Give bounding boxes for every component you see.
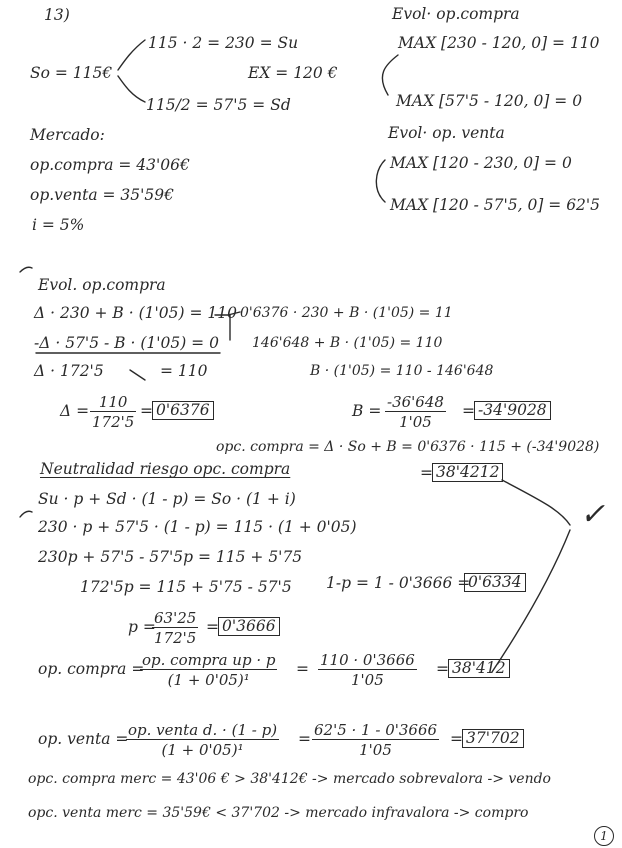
delta-numerator: 110 — [90, 393, 136, 412]
call-price-replication: opc. compra = Δ · So + B = 0'6376 · 115 + (-34'9028) — [216, 439, 600, 455]
call-valuation-equals-2: = — [436, 660, 449, 678]
conclusion-put: opc. venta merc = 35'59€ < 37'702 -> mercado infravalora -> compro — [28, 805, 529, 821]
replication-eq3-rhs: = 110 — [160, 362, 208, 380]
put-valuation-numerator-2: 62'5 · 1 - 0'3666 — [314, 721, 438, 739]
page-number: 1 — [594, 826, 614, 846]
put-valuation-result: 37'702 — [462, 729, 524, 748]
delta-equals: = — [140, 402, 153, 420]
call-price-equals: = — [420, 464, 433, 482]
b-result: -34'9028 — [474, 401, 551, 420]
put-valuation-equals: = — [298, 730, 311, 748]
exercise-price: EX = 120 € — [248, 64, 338, 82]
call-valuation-fraction — [140, 651, 277, 689]
put-payoff-up: MAX [120 - 230, 0] = 0 — [390, 154, 572, 172]
p-equals: = — [206, 618, 219, 636]
conclusion-call: opc. compra merc = 43'06 € > 38'412€ -> mercado sobrevalora -> vendo — [28, 771, 551, 787]
call-valuation-numerator-2: 110 · 0'3666 — [320, 651, 415, 669]
call-price-result: 38'4212 — [432, 463, 503, 482]
replication-eq3: Δ · 172'5 — [34, 362, 104, 380]
initial-stock-price: So = 115€ — [30, 64, 113, 82]
put-valuation-lhs: op. venta = — [38, 730, 129, 748]
risk-neutral-title: Neutralidad riesgo opc. compra — [40, 460, 291, 478]
call-payoff-down: MAX [57'5 - 120, 0] = 0 — [396, 92, 583, 110]
call-valuation-lhs: op. compra = — [38, 660, 145, 678]
market-title: Mercado: — [30, 126, 105, 144]
put-valuation-fraction-2 — [312, 721, 439, 759]
b-fraction — [385, 393, 446, 431]
call-valuation-equals: = — [296, 660, 309, 678]
call-valuation-fraction-2 — [318, 651, 417, 689]
call-valuation-result: 38'412 — [448, 659, 510, 678]
put-valuation-denominator-2: 1'05 — [359, 741, 392, 759]
market-call-price: op.compra = 43'06€ — [30, 156, 190, 174]
down-branch: 115/2 = 57'5 = Sd — [146, 96, 291, 114]
up-branch: 115 · 2 = 230 = Su — [148, 34, 299, 52]
p-numerator: 63'25 — [154, 609, 197, 627]
b-equals: = — [462, 402, 475, 420]
one-minus-p-result: 0'6334 — [464, 573, 526, 592]
risk-neutral-l2: 230 · p + 57'5 · (1 - p) = 115 · (1 + 0'05) — [38, 518, 357, 536]
delta-denominator: 172'5 — [92, 413, 135, 431]
put-valuation-numerator: op. venta d. · (1 - p) — [128, 721, 278, 739]
risk-neutral-l4: 172'5p = 115 + 5'75 - 57'5 — [80, 578, 292, 596]
check-mark-icon: ✓ — [580, 497, 606, 532]
market-put-price: op.venta = 35'59€ — [30, 186, 174, 204]
replication-eq2: -Δ · 57'5 - B · (1'05) = 0 — [34, 334, 219, 352]
delta-fraction — [90, 393, 136, 431]
interest-rate: i = 5% — [32, 216, 85, 234]
risk-neutral-l1: Su · p + Sd · (1 - p) = So · (1 + i) — [38, 490, 296, 508]
risk-neutral-l3: 230p + 57'5 - 57'5p = 115 + 5'75 — [38, 548, 303, 566]
substitution-2: 146'648 + B · (1'05) = 110 — [252, 335, 443, 351]
replication-title: Evol. op.compra — [38, 276, 166, 294]
call-valuation-denominator: (1 + 0'05)¹ — [167, 671, 250, 689]
put-valuation-denominator: (1 + 0'05)¹ — [161, 741, 244, 759]
problem-number: 13) — [44, 6, 70, 24]
call-valuation-denominator-2: 1'05 — [351, 671, 384, 689]
put-payoff-down: MAX [120 - 57'5, 0] = 62'5 — [390, 196, 601, 214]
p-fraction — [152, 609, 198, 647]
call-valuation-numerator: op. compra up · p — [142, 651, 276, 669]
b-denominator: 1'05 — [399, 413, 432, 431]
replication-eq1: Δ · 230 + B · (1'05) = 110 — [34, 304, 237, 322]
call-payoff-title: Evol· op.compra — [392, 5, 520, 23]
b-lhs: B = — [352, 402, 382, 420]
b-numerator: -36'648 — [387, 393, 444, 411]
one-minus-p: 1-p = 1 - 0'3666 = — [326, 574, 471, 592]
p-denominator: 172'5 — [154, 629, 197, 647]
substitution-1: 0'6376 · 230 + B · (1'05) = 11 — [240, 305, 453, 321]
put-valuation-equals-2: = — [450, 730, 463, 748]
call-payoff-up: MAX [230 - 120, 0] = 110 — [398, 34, 600, 52]
delta-lhs: Δ = — [60, 402, 90, 420]
put-valuation-fraction — [126, 721, 279, 759]
p-lhs: p = — [128, 618, 156, 636]
p-result: 0'3666 — [218, 617, 280, 636]
delta-result: 0'6376 — [152, 401, 214, 420]
substitution-3: B · (1'05) = 110 - 146'648 — [310, 363, 494, 379]
put-payoff-title: Evol· op. venta — [388, 124, 505, 142]
